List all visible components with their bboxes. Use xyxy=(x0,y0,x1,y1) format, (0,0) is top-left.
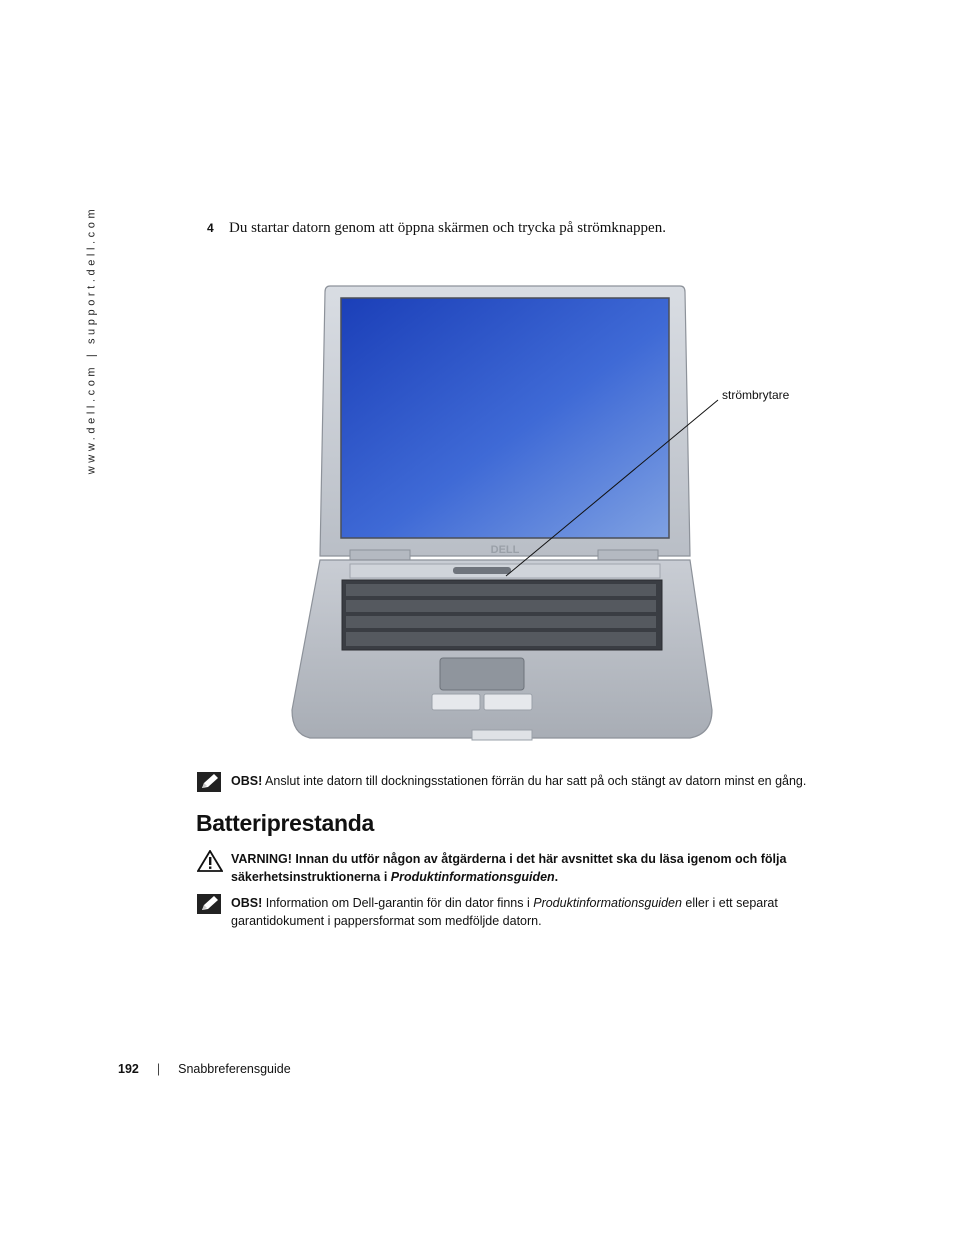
warning-label: VARNING! xyxy=(231,852,292,866)
note2-end: eller i ett separat garantidokument i pappersformat som medföljde datorn. xyxy=(231,896,778,928)
power-button-callout: strömbrytare xyxy=(722,388,790,402)
footer-title: Snabbreferensguide xyxy=(178,1062,291,1076)
warning-varning xyxy=(197,850,837,886)
note2-italic: Produktinformationsguiden xyxy=(533,896,682,910)
pencil-note-icon xyxy=(197,772,221,797)
note2-text: Information om Dell-garantin för din dator finns i xyxy=(265,896,534,910)
step-number: 4 xyxy=(207,221,214,235)
note2-label: OBS! xyxy=(231,896,263,910)
laptop-figure xyxy=(280,278,800,748)
page-footer xyxy=(118,1062,291,1076)
dell-logo: DELL xyxy=(490,544,520,556)
section-title: Batteriprestanda xyxy=(196,810,374,836)
warning-end: . xyxy=(554,870,559,884)
note1-text: Anslut inte datorn till dockningsstationen förrän du har satt på och stängt av datorn minst en gång. xyxy=(265,774,807,788)
step-4 xyxy=(207,220,847,237)
page-number: 192 xyxy=(118,1062,139,1076)
footer-separator: | xyxy=(156,1062,161,1076)
sidebar-url xyxy=(84,205,98,475)
pencil-note-icon xyxy=(197,894,221,919)
note1-label: OBS! xyxy=(231,774,263,788)
sidebar-url-text: www.dell.com | support.dell.com xyxy=(85,205,97,475)
warning-text: Innan du utför någon av åtgärderna i det här avsnittet ska du läsa igenom och följa säkerhetsinstruktionerna i xyxy=(231,852,787,884)
step-text: Du startar datorn genom att öppna skärmen och trycka på strömknappen. xyxy=(229,220,666,236)
note-obs-2 xyxy=(197,894,837,930)
warning-icon xyxy=(197,850,223,877)
warning-italic: Produktinformationsguiden xyxy=(390,870,555,884)
note-obs-1 xyxy=(197,772,837,790)
laptop-illustration xyxy=(280,278,800,748)
